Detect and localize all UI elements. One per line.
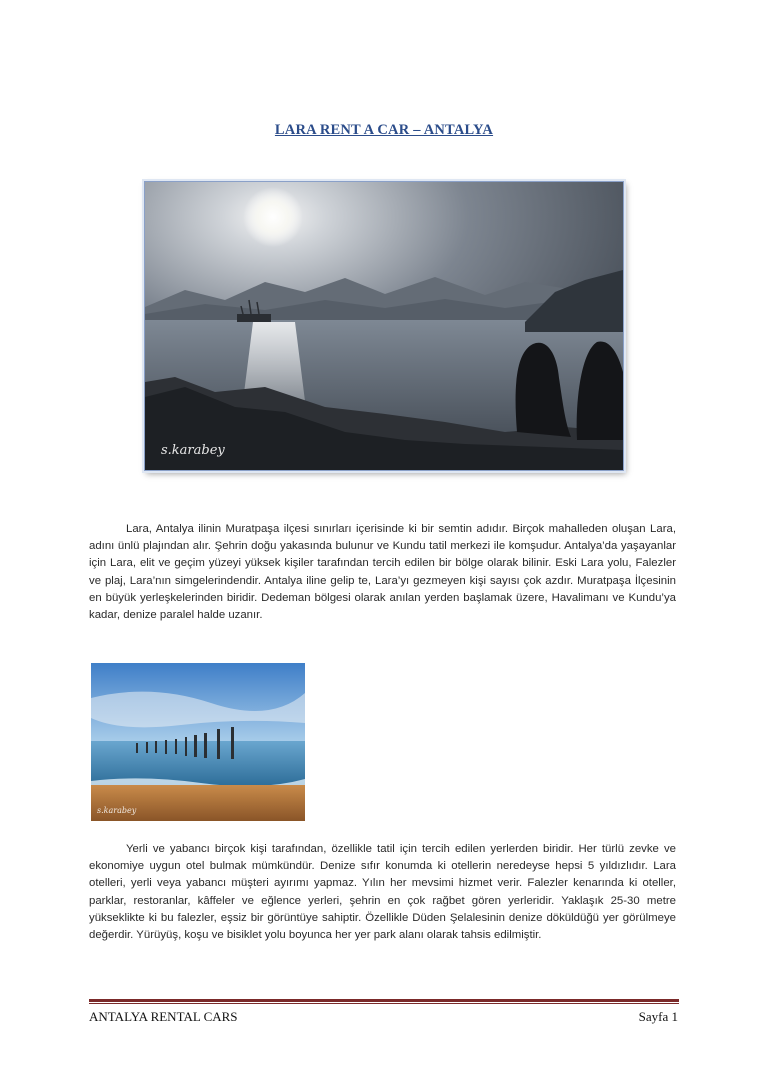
footer-divider	[89, 999, 679, 1002]
footer-company-name: ANTALYA RENTAL CARS	[89, 1009, 238, 1024]
paragraph-lara-hotels: Yerli ve yabancı birçok kişi tarafından, özellikle tatil için tercih edilen yerlerden biridir. Her türlü zevke ve ekonomiye uygun otel bulmak mümkündür. Denize sıfır konumda ki otellerin neredeyse hepsi 5 yıldızlıdır. Lara otelleri, yerli veya yabancı müşteri ayırımı yapmaz. Yılın her mevsimi hizmet verir. Falezler kenarında ki oteller, parklar, restoranlar, kâffeler ve eğlence yerleri, şehrin en çok rağbet gören yerleridir. Yaklaşık 25-30 metre yükseklikte ki bu falezler, eşsiz bir görüntüye sahiptir. Özellikle Düden Şelalesinin denize döküldüğü yer görülmeye değerdir. Yürüyüş, koşu ve bisiklet yolu boyunca her yer park alanı olarak tahsis edilmiştir.	[89, 843, 676, 942]
photo-signature: s.karabey	[97, 806, 137, 815]
footer-page-number: Sayfa 1	[638, 1009, 678, 1024]
pier-beach-photo	[91, 663, 305, 821]
document-title: LARA RENT A CAR – ANTALYA	[274, 122, 494, 138]
sunset-sea-photo	[144, 181, 624, 471]
photo-signature: s.karabey	[161, 443, 225, 458]
footer-divider-thin	[89, 1003, 679, 1004]
paragraph-lara-intro: Lara, Antalya ilinin Muratpaşa ilçesi sınırları içerisinde ki bir semtin adıdır. Birçok mahalleden oluşan Lara, adını ünlü plajından alır. Şehrin doğu yakasında bulunur ve Kundu tatil merkezi ile komşudur. Antalya’da yaşayanlar için Lara, elit ve geçim yüzeyi yüksek kişiler tarafından tercih edilen bir bölge olarak bilinir. Eski Lara yolu, Falezler ve plaj, Lara’nın simgelerindendir. Antalya iline gelip te, Lara’yı gezmeyen kişi sayısı çok azdır. Muratpaşa İlçesinin en büyük yerleşkelerinden biridir. Dedeman bölgesi olarak anılan yerden başlamak üzere, Havalimanı ve Kundu’ya kadar, denize paralel halde uzanır.	[89, 523, 676, 622]
